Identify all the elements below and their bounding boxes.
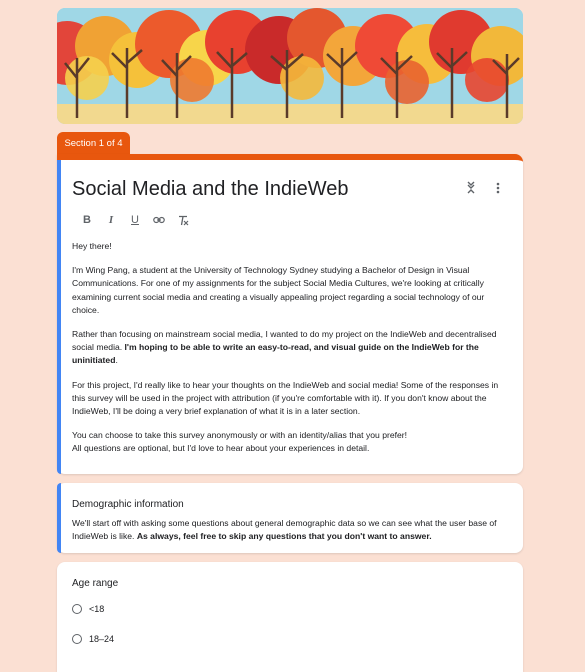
description-paragraph xyxy=(72,429,510,455)
clear-format-icon xyxy=(177,215,189,226)
text-format-toolbar xyxy=(75,212,195,228)
description-bold-text: I'm hoping to be able to write an easy-to-read, and visual guide on the IndieWeb for the uninitiated xyxy=(72,342,479,366)
description-text: Rather than focusing on mainstream social media, I wanted to do my project on the IndieWeb and decentralised social media. xyxy=(72,329,497,353)
description-paragraph: Hey there! xyxy=(72,241,112,251)
question-card-age-range[interactable] xyxy=(57,562,523,672)
form-description[interactable] xyxy=(72,240,510,467)
section-title[interactable]: Demographic information xyxy=(72,499,184,510)
link-icon xyxy=(153,216,165,224)
description-text: All questions are optional, but I'd love to hear about your experiences in detail. xyxy=(72,443,370,454)
more-vert-icon[interactable] xyxy=(495,180,501,196)
section-description-bold-text: As always, feel free to skip any questions that you don't want to answer. xyxy=(136,531,432,542)
link-button[interactable] xyxy=(147,212,171,228)
question-title[interactable]: Age range xyxy=(72,578,119,589)
section-description-card[interactable] xyxy=(57,483,523,553)
form-title[interactable]: Social Media and the IndieWeb xyxy=(72,178,349,200)
underline-button[interactable]: U xyxy=(131,214,139,226)
header-banner-image xyxy=(57,8,523,124)
italic-button[interactable]: I xyxy=(108,214,114,226)
radio-button[interactable] xyxy=(72,604,82,614)
radio-option[interactable] xyxy=(72,604,104,614)
focus-indicator-bar xyxy=(57,483,61,553)
description-text: You can choose to take this survey anonymously or with an identity/alias that you prefer! xyxy=(72,430,408,441)
section-indicator-tab: Section 1 of 4 xyxy=(57,132,130,154)
description-text: . xyxy=(115,355,118,366)
bold-button[interactable]: B xyxy=(83,214,91,226)
radio-button[interactable] xyxy=(72,634,82,644)
clear-format-button[interactable] xyxy=(171,212,195,228)
description-paragraph: I'm Wing Pang, a student at the University of Technology Sydney studying a Bachelor of Design in Visual Communications. For one of my assignments for the subject Social Media Cultures, we're looking at critically examining current social media and creating a visually appealing project regarding a social technology of our choice. xyxy=(72,265,485,315)
radio-option[interactable] xyxy=(72,634,114,644)
focus-indicator-bar xyxy=(57,160,61,474)
option-label: <18 xyxy=(89,604,105,614)
form-header-card[interactable] xyxy=(57,154,523,474)
section-description-text: We'll start off with asking some questions about general demographic data so we can see what the user base of IndieWeb is like. xyxy=(72,518,497,542)
section-description[interactable] xyxy=(72,517,512,543)
description-paragraph xyxy=(72,328,510,368)
collapse-icon[interactable] xyxy=(465,180,477,196)
description-paragraph: For this project, I'd really like to hear your thoughts on the IndieWeb and social media! Some of the responses in this survey will be used in the project with attribution (if you're comfortable with it). If you don't know about the IndieWeb, I'll be doing a very brief explanation of what it is in a later section. xyxy=(72,379,499,417)
option-label: 18–24 xyxy=(89,634,115,644)
